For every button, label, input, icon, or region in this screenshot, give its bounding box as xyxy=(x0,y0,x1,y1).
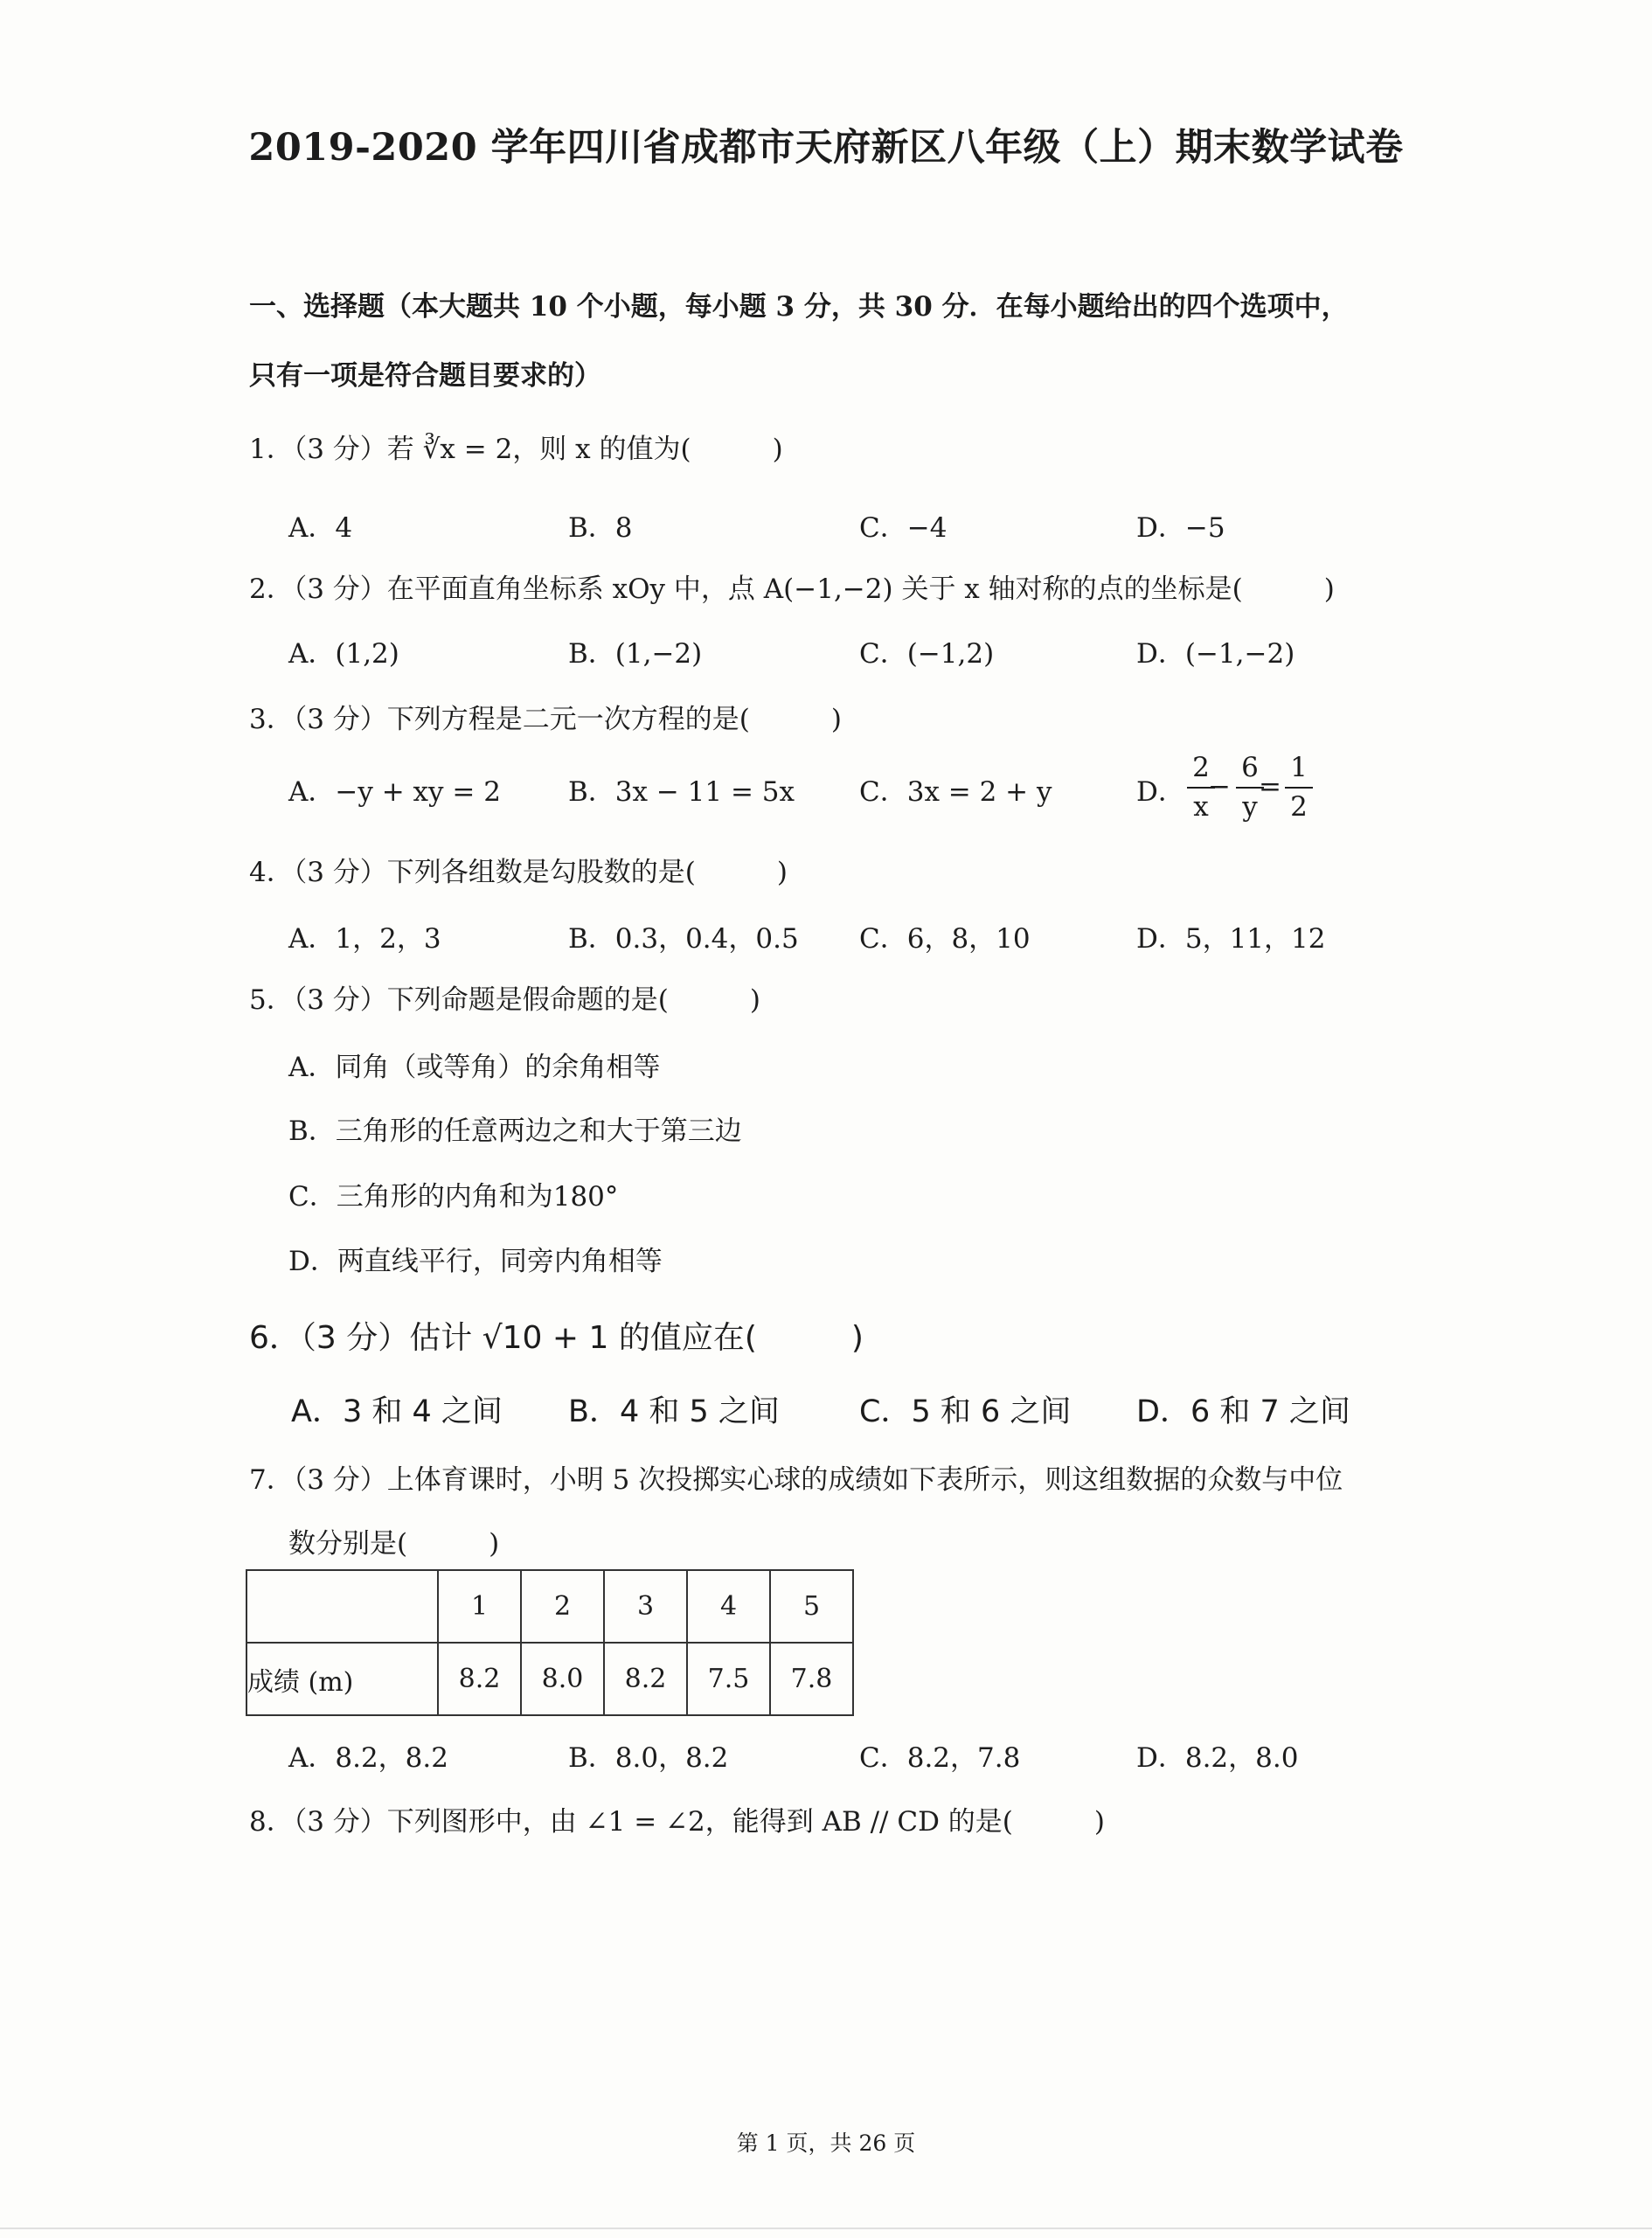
question-3-option-d: D． xyxy=(1136,776,1185,808)
question-1-option-c: C．−4 xyxy=(859,512,947,544)
fraction-numerator-1: 2 xyxy=(1192,752,1210,783)
question-6-stem: 6．（3 分）估计 √10 + 1 的值应在( ) xyxy=(249,1320,864,1356)
question-1-option-b: B．8 xyxy=(568,512,633,544)
table-header-cell xyxy=(246,1570,438,1643)
question-3-stem: 3．（3 分）下列方程是二元一次方程的是( ) xyxy=(249,704,842,735)
table-cell: 8.2 xyxy=(604,1643,687,1715)
table-header-cell: 4 xyxy=(687,1570,770,1643)
question-7-option-d: D．8.2，8.0 xyxy=(1136,1742,1299,1774)
table-cell: 8.2 xyxy=(438,1643,521,1715)
question-7-stem: 7．（3 分）上体育课时，小明 5 次投掷实心球的成绩如下表所示，则这组数据的众数与中位 xyxy=(249,1464,1343,1496)
fraction-denominator-2: y xyxy=(1242,791,1258,823)
table-header-cell: 3 xyxy=(604,1570,687,1643)
section-heading-line2: 只有一项是符合题目要求的） xyxy=(249,360,601,392)
question-5-option-c: C．三角形的内角和为180° xyxy=(288,1181,619,1213)
page-footer: 第 1 页，共 26 页 xyxy=(736,2130,916,2156)
question-3-option-b: B．3x − 11 = 5x xyxy=(568,776,795,808)
question-3-option-a: A．−y + xy = 2 xyxy=(288,776,501,808)
question-2-option-a: A．(1,2) xyxy=(288,638,399,670)
question-2-option-d: D．(−1,−2) xyxy=(1136,638,1295,670)
table-header-cell: 5 xyxy=(770,1570,853,1643)
fraction-denominator-1: x xyxy=(1193,791,1209,823)
question-5-option-d: D．两直线平行，同旁内角相等 xyxy=(288,1246,663,1277)
fraction-numerator-2: 6 xyxy=(1241,752,1259,783)
question-2-option-c: C．(−1,2) xyxy=(859,638,995,670)
question-7-option-b: B．8.0，8.2 xyxy=(568,1742,729,1774)
question-2-stem: 2．（3 分）在平面直角坐标系 xOy 中，点 A(−1,−2) 关于 x 轴对称的点的坐标是( ) xyxy=(249,573,1335,605)
table-row-label xyxy=(246,1643,438,1715)
table-cell: 7.8 xyxy=(770,1643,853,1715)
page-title: 2019-2020 学年四川省成都市天府新区八年级（上）期末数学试卷 xyxy=(248,126,1404,170)
question-7-stem-continued: 数分别是( ) xyxy=(288,1528,500,1560)
question-7-option-a: A．8.2，8.2 xyxy=(288,1742,448,1774)
question-5-stem: 5．（3 分）下列命题是假命题的是( ) xyxy=(249,984,760,1016)
question-4-stem: 4．（3 分）下列各组数是勾股数的是( ) xyxy=(249,857,788,888)
question-6-option-a: A．3 和 4 之间 xyxy=(291,1394,503,1429)
question-6-option-b: B．4 和 5 之间 xyxy=(568,1394,780,1429)
fraction-minus: − xyxy=(1208,771,1231,803)
table-header-cell: 1 xyxy=(438,1570,521,1643)
table-header-cell: 2 xyxy=(521,1570,604,1643)
table-cell: 8.0 xyxy=(521,1643,604,1715)
question-3-option-c: C．3x = 2 + y xyxy=(859,776,1052,808)
question-5-option-a: A．同角（或等角）的余角相等 xyxy=(288,1052,661,1083)
question-4-option-d: D．5，11，12 xyxy=(1136,923,1326,955)
question-1-option-d: D．−5 xyxy=(1136,512,1225,544)
fraction-numerator-3: 1 xyxy=(1290,752,1308,783)
score-table xyxy=(246,1569,854,1716)
question-1-option-a: A．4 xyxy=(288,512,353,544)
question-2-option-b: B．(1,−2) xyxy=(568,638,703,670)
question-4-option-b: B．0.3，0.4，0.5 xyxy=(568,923,799,955)
question-7-option-c: C．8.2，7.8 xyxy=(859,1742,1021,1774)
table-header-row xyxy=(246,1570,853,1643)
question-4-option-a: A．1，2，3 xyxy=(288,923,441,955)
fraction-bar-3 xyxy=(1285,787,1313,789)
table-row xyxy=(246,1643,853,1715)
question-6-option-c: C．5 和 6 之间 xyxy=(859,1394,1072,1429)
fraction-equals: = xyxy=(1259,771,1281,803)
question-6-option-d: D．6 和 7 之间 xyxy=(1136,1394,1350,1429)
row-label-text: 成绩 (m) xyxy=(247,1666,354,1698)
section-heading-line1: 一、选择题（本大题共 10 个小题，每小题 3 分，共 30 分．在每小题给出的四个选项中， xyxy=(249,291,1349,323)
page-bottom-edge xyxy=(0,2228,1652,2229)
question-1-stem: 1．（3 分）若 ∛x = 2，则 x 的值为( ) xyxy=(249,434,783,465)
table-cell: 7.5 xyxy=(687,1643,770,1715)
question-4-option-c: C．6，8，10 xyxy=(859,923,1031,955)
question-5-option-b: B．三角形的任意两边之和大于第三边 xyxy=(288,1116,742,1147)
fraction-denominator-3: 2 xyxy=(1290,791,1308,823)
question-8-stem: 8．（3 分）下列图形中，由 ∠1 = ∠2，能得到 AB // CD 的是( ) xyxy=(249,1806,1105,1838)
